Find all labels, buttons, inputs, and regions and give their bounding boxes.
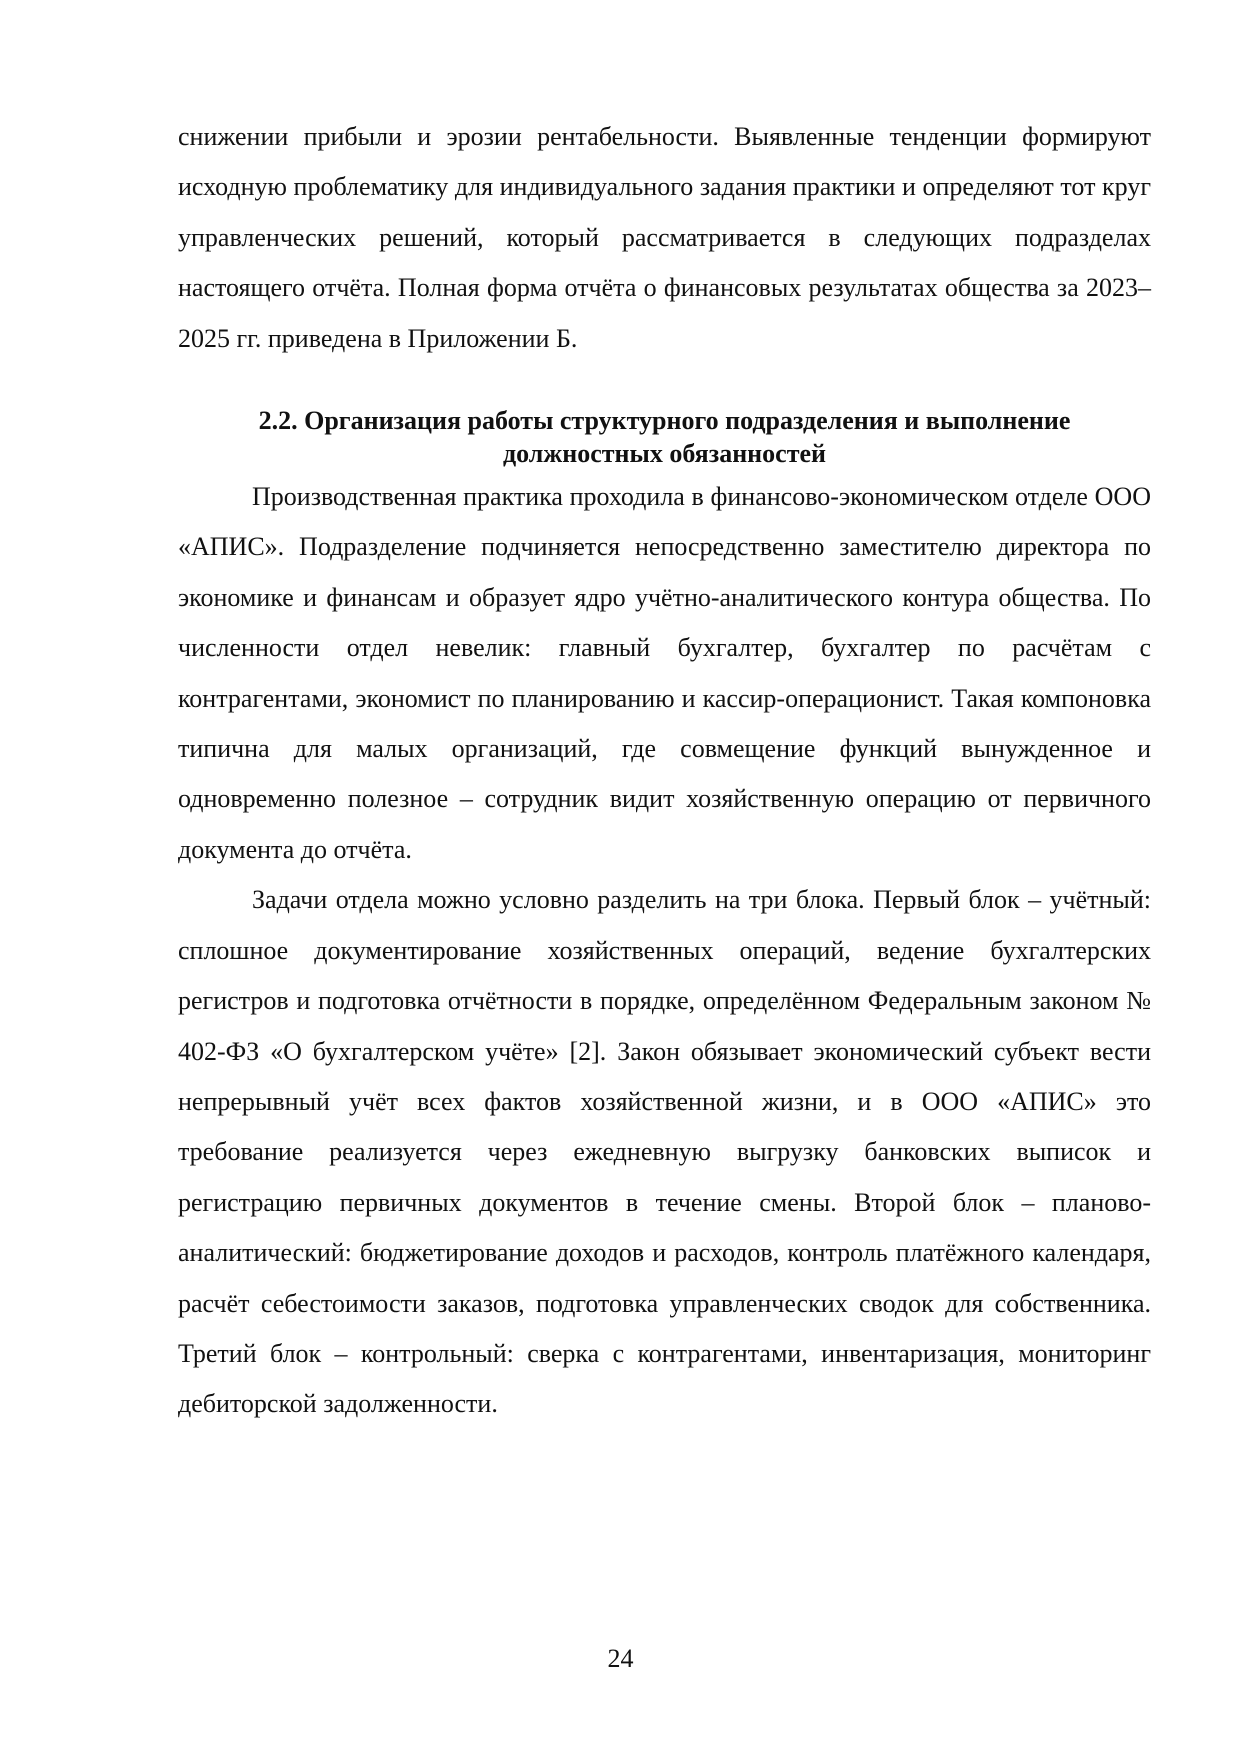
- section-heading-line-2: должностных обязанностей: [503, 439, 826, 469]
- page-number: 24: [607, 1644, 634, 1673]
- paragraph-financial-results: снижении прибыли и эрозии рентабельности. Выявленные тенденции формируют исходную проблематику для индивидуального задания практики и определяют тот круг управленческих решений, который рассматривается в следующих подразделах настоящего отчёта. Полная форма отчёта о финансовых результатах общества за 2023–2025 гг. приведена в Приложении Б.: [178, 122, 1151, 353]
- section-heading-line-1: 2.2. Организация работы структурного подразделения и выполнение: [258, 406, 1071, 436]
- paragraph-department-tasks: Задачи отдела можно условно разделить на три блока. Первый блок – учётный: сплошное документирование хозяйственных операций, ведение бухгалтерских регистров и подготовка отчётности в порядке, определённом Федеральным законом № 402-ФЗ «О бухгалтерском учёте» [2]. Закон обязывает экономический субъект вести непрерывный учёт всех фактов хозяйственной жизни, и в ООО «АПИС» это требование реализуется через ежедневную выгрузку банковских выписок и регистрацию первичных документов в течение смены. Второй блок – планово-аналитический: бюджетирование доходов и расходов, контроль платёжного календаря, расчёт себестоимости заказов, подготовка управленческих сводок для собственника. Третий блок – контрольный: сверка с контрагентами, инвентаризация, мониторинг дебиторской задолженности.: [178, 885, 1151, 1419]
- document-page: [178, 112, 1151, 1430]
- section-heading: [178, 404, 1151, 470]
- paragraph-department-structure: Производственная практика проходила в финансово-экономическом отделе ООО «АПИС». Подразделение подчиняется непосредственно заместителю директора по экономике и финансам и образует ядро учётно-аналитического контура общества. По численности отдел невелик: главный бухгалтер, бухгалтер по расчётам с контрагентами, экономист по планированию и кассир-операционист. Такая компоновка типична для малых организаций, где совмещение функций вынужденное и одновременно полезное – сотрудник видит хозяйственную операцию от первичного документа до отчёта.: [178, 482, 1151, 864]
